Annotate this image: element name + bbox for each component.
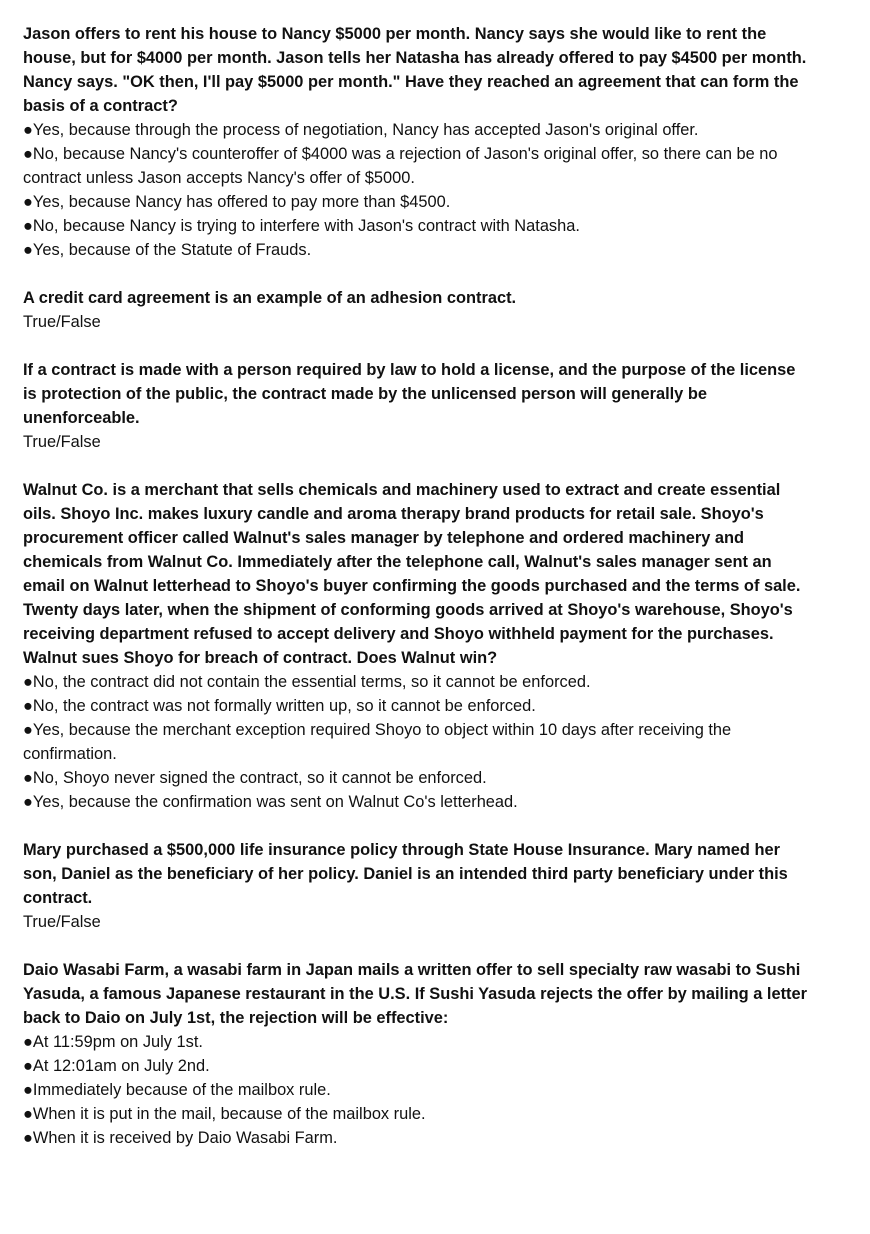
question-6-choices [23,1030,810,1150]
choice-text: Yes, because through the process of negotiation, Nancy has accepted Jason's original offer. [32,121,699,139]
question-1-stem: Jason offers to rent his house to Nancy $5000 per month. Nancy says she would like to rent the house, but for $4000 per month. Jason tells her Natasha has already offered to pay $4500 per month. Nancy says. "OK then, I'll pay $5000 per month." Have they reached an agreement that can form the basis of a contract? [23,25,807,115]
choice-text: No, Shoyo never signed the contract, so it cannot be enforced. [32,769,487,787]
question-4-stem: Walnut Co. is a merchant that sells chemicals and machinery used to extract and create essential oils. Shoyo Inc. makes luxury candle and aroma therapy brand products for retail sale. Shoyo's procurement officer called Walnut's sales manager by telephone and ordered machinery and chemicals from Walnut Co. Immediately after the telephone call, Walnut's sales manager sent an email on Walnut letterhead to Shoyo's buyer confirming the goods purchased and the terms of sale. Twenty days later, when the shipment of conforming goods arrived at Shoyo's warehouse, Shoyo's receiving department refused to accept delivery and Shoyo withheld payment for the purchases. Walnut sues Shoyo for breach of contract. Does Walnut win? [23,481,801,667]
choice-text: No, because Nancy is trying to interfere with Jason's contract with Natasha. [32,217,580,235]
choice-text: When it is put in the mail, because of the mailbox rule. [32,1105,426,1123]
question-6-stem: Daio Wasabi Farm, a wasabi farm in Japan mails a written offer to sell specialty raw wasabi to Sushi Yasuda, a famous Japanese restaurant in the U.S. If Sushi Yasuda rejects the offer by mailing a letter back to Daio on July 1st, the rejection will be effective: [23,961,807,1027]
choice-text: When it is received by Daio Wasabi Farm. [32,1129,338,1147]
choice-item [23,142,810,190]
bullet-icon: ● [23,193,33,211]
choice-item [23,694,810,718]
bullet-icon: ● [23,1105,33,1123]
bullet-icon: ● [23,673,33,691]
question-1-choices [23,118,810,262]
choice-text: No, the contract did not contain the essential terms, so it cannot be enforced. [32,673,591,691]
question-1 [23,22,810,262]
choice-item [23,1054,810,1078]
choice-item [23,1030,810,1054]
choice-text: At 11:59pm on July 1st. [32,1033,203,1051]
choice-text: Yes, because of the Statute of Frauds. [32,241,312,259]
choice-item [23,790,810,814]
question-5-answer-format: True/False [23,913,101,931]
question-2-answer-format: True/False [23,313,101,331]
bullet-icon: ● [23,769,33,787]
bullet-icon: ● [23,121,33,139]
bullet-icon: ● [23,145,33,163]
bullet-icon: ● [23,241,33,259]
question-4-choices [23,670,810,814]
choice-item [23,118,810,142]
choice-item [23,718,810,766]
choice-text: Immediately because of the mailbox rule. [32,1081,331,1099]
question-5 [23,838,810,934]
choice-item [23,1102,810,1126]
question-6 [23,958,810,1150]
bullet-icon: ● [23,793,33,811]
choice-text: Yes, because Nancy has offered to pay more than $4500. [32,193,451,211]
question-5-stem: Mary purchased a $500,000 life insurance policy through State House Insurance. Mary named her son, Daniel as the beneficiary of her policy. Daniel is an intended third party beneficiary under this contract. [23,841,788,907]
bullet-icon: ● [23,1057,33,1075]
question-2-stem: A credit card agreement is an example of an adhesion contract. [23,289,517,307]
choice-text: At 12:01am on July 2nd. [32,1057,210,1075]
bullet-icon: ● [23,697,33,715]
choice-item [23,670,810,694]
choice-item [23,190,810,214]
bullet-icon: ● [23,217,33,235]
bullet-icon: ● [23,1129,33,1147]
question-2 [23,286,810,334]
question-3-answer-format: True/False [23,433,101,451]
choice-item [23,1078,810,1102]
choice-item [23,1126,810,1150]
question-3 [23,358,810,454]
bullet-icon: ● [23,721,33,739]
choice-text: No, because Nancy's counteroffer of $4000 was a rejection of Jason's original offer, so there can be no contract unless Jason accepts Nancy's offer of $5000. [23,145,778,187]
bullet-icon: ● [23,1081,33,1099]
choice-text: No, the contract was not formally written up, so it cannot be enforced. [32,697,536,715]
question-3-stem: If a contract is made with a person required by law to hold a license, and the purpose of the license is protection of the public, the contract made by the unlicensed person will generally be unenforceable. [23,361,796,427]
choice-text: Yes, because the merchant exception required Shoyo to object within 10 days after receiving the confirmation. [23,721,732,763]
choice-text: Yes, because the confirmation was sent on Walnut Co's letterhead. [32,793,518,811]
choice-item [23,238,810,262]
choice-item [23,214,810,238]
choice-item [23,766,810,790]
question-4 [23,478,810,814]
bullet-icon: ● [23,1033,33,1051]
